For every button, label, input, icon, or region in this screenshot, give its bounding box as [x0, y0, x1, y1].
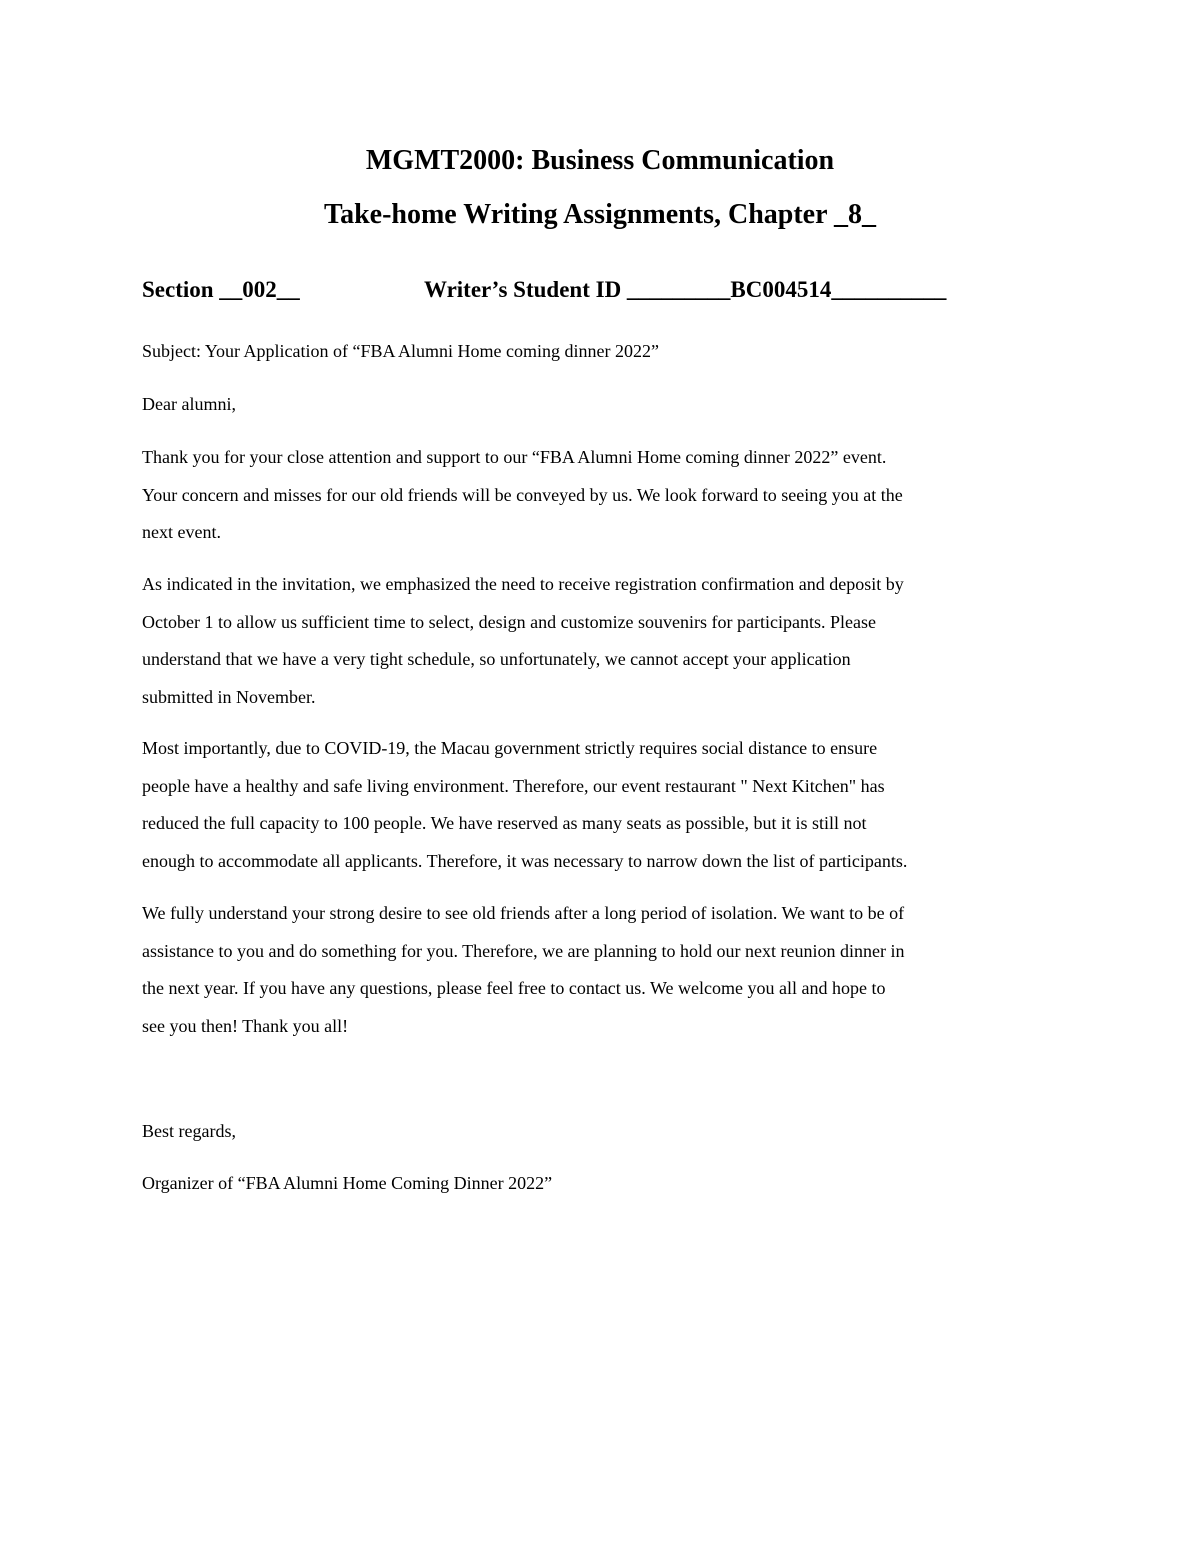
- course-title: MGMT2000: Business Communication: [365, 145, 835, 176]
- student-info-line: [142, 273, 1062, 307]
- letter-paragraph: [142, 895, 1072, 1045]
- paragraph-line: As indicated in the invitation, we emphasized the need to receive registration confirmation and deposit by: [142, 574, 904, 594]
- letter-paragraph: [142, 566, 1072, 716]
- paragraph-line: October 1 to allow us sufficient time to select, design and customize souvenirs for participants. Please: [142, 611, 876, 632]
- paragraph-line: the next year. If you have any questions, please feel free to contact us. We welcome you all and hope to: [142, 978, 886, 998]
- paragraph-line: submitted in November.: [142, 686, 316, 707]
- letter-paragraph: [142, 730, 1072, 880]
- paragraph-line: next event.: [142, 522, 221, 542]
- letter-closing: Best regards,: [142, 1121, 236, 1141]
- paragraph-line: see you then! Thank you all!: [142, 1015, 349, 1036]
- student-id-field: Writer’s Student ID _________BC004514__________: [424, 277, 947, 302]
- paragraph-line: Thank you for your close attention and support to our “FBA Alumni Home coming dinner 2022” event.: [142, 447, 887, 467]
- assignment-title: Take-home Writing Assignments, Chapter _8_: [323, 199, 877, 230]
- letter-salutation: Dear alumni,: [142, 394, 236, 414]
- letter-signature: Organizer of “FBA Alumni Home Coming Dinner 2022”: [142, 1173, 553, 1193]
- paragraph-line: We fully understand your strong desire to see old friends after a long period of isolation. We want to be of: [142, 903, 905, 923]
- paragraph-line: Your concern and misses for our old friends will be conveyed by us. We look forward to seeing you at the: [142, 484, 903, 505]
- section-field: Section __002__: [142, 277, 300, 302]
- letter-paragraph: [142, 439, 1072, 552]
- paragraph-line: reduced the full capacity to 100 people. We have reserved as many seats as possible, but it is still not: [142, 813, 867, 833]
- paragraph-line: people have a healthy and safe living environment. Therefore, our event restaurant " Next Kitchen" has: [142, 775, 885, 796]
- paragraph-line: understand that we have a very tight schedule, so unfortunately, we cannot accept your application: [142, 649, 851, 669]
- paragraph-line: assistance to you and do something for you. Therefore, we are planning to hold our next reunion dinner in: [142, 940, 905, 961]
- paragraph-line: Most importantly, due to COVID-19, the Macau government strictly requires social distance to ensure: [142, 738, 878, 758]
- letter-subject: Subject: Your Application of “FBA Alumni Home coming dinner 2022”: [142, 341, 659, 361]
- paragraph-line: enough to accommodate all applicants. Therefore, it was necessary to narrow down the list of participants.: [142, 850, 908, 871]
